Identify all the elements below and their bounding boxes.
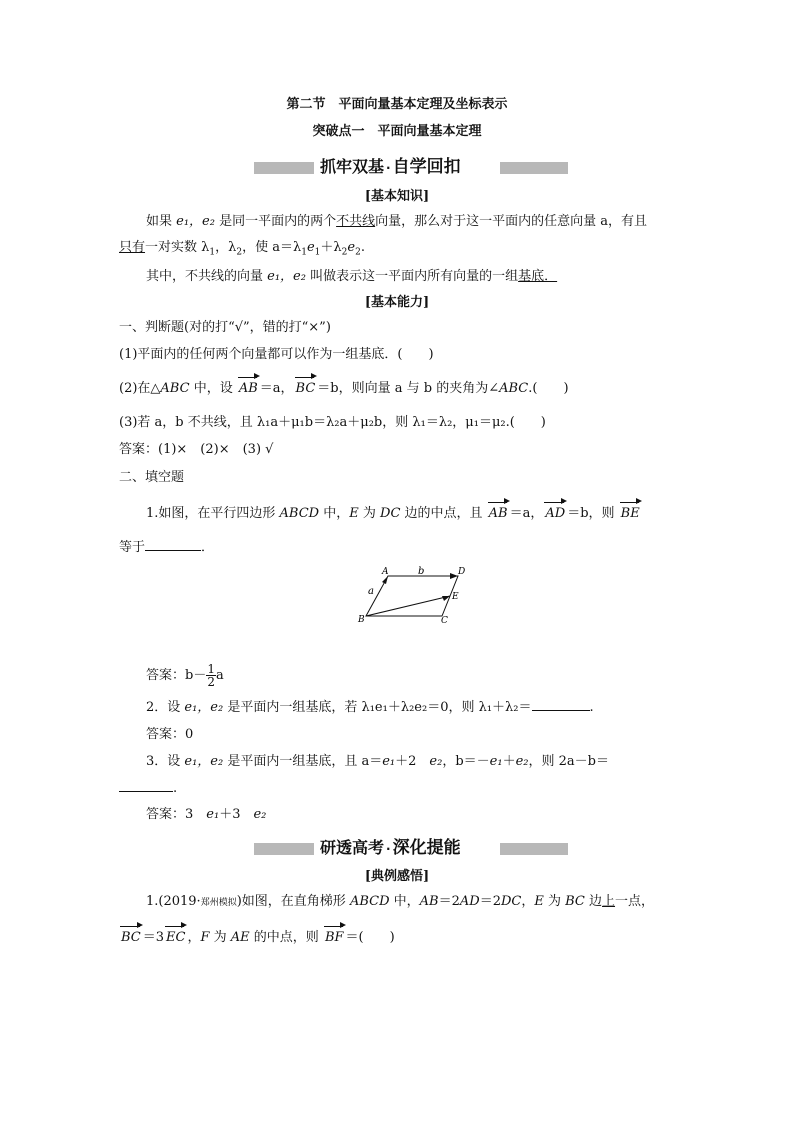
text: 2．设: [146, 700, 185, 715]
text: ，b＝－: [442, 754, 490, 769]
label-E: E: [452, 592, 459, 602]
text: 1.(2019·: [146, 894, 201, 909]
knowledge-line-3: [146, 268, 557, 286]
underlined-term: 不共线: [336, 214, 376, 229]
fill-question-1-cont: [119, 539, 214, 557]
var: AE: [230, 930, 250, 945]
text: 一对实数 λ: [145, 240, 210, 255]
var-e: e: [347, 240, 356, 255]
var: AB: [419, 894, 439, 909]
text: .: [589, 700, 594, 715]
banner-exam: [254, 837, 568, 859]
var-e: e: [306, 240, 315, 255]
text: 边: [584, 894, 603, 909]
text: 3．设: [146, 754, 185, 769]
fill-answer-2: 答案：0: [146, 727, 194, 742]
var-e2: e₂: [515, 754, 529, 769]
text: 如果: [146, 214, 177, 229]
text: 为: [543, 894, 566, 909]
label-A: A: [382, 567, 389, 577]
var: AD: [459, 894, 480, 909]
text: .: [173, 781, 178, 796]
label-a: a: [368, 586, 374, 597]
text: 的中点，则: [249, 930, 323, 945]
text: )如图，在直角梯形: [236, 894, 350, 909]
text: 1.如图，在平行四边形: [146, 506, 280, 521]
var: E: [534, 894, 544, 909]
heading-examples: [典例感悟]: [364, 869, 430, 884]
denominator: 2: [207, 675, 215, 689]
text: ，使 a＝λ: [242, 240, 302, 255]
vector-AB: AB: [238, 381, 258, 396]
underlined-term: 基底．: [518, 269, 558, 284]
text: 一点，: [615, 894, 655, 909]
text: 向量，那么对于这一平面内的任意向量 a，有且: [375, 214, 647, 229]
fraction-half: [206, 663, 216, 688]
text: ＝2: [479, 894, 501, 909]
text: .( ): [528, 381, 569, 396]
underlined-term: 上: [602, 894, 616, 909]
subsection-title: 突破点一 平面向量基本定理: [312, 124, 482, 139]
fill-question-3: [146, 753, 609, 771]
text: 中，: [319, 506, 350, 521]
fill-question-2: [146, 699, 594, 717]
knowledge-line-1: [146, 213, 647, 231]
vector-BE: BE: [620, 506, 640, 521]
banner-separator: ·: [386, 842, 391, 856]
var: DC: [500, 894, 522, 909]
var: ABC: [499, 381, 529, 396]
text: ＝a，: [259, 381, 294, 396]
text: ＝b，则向量 a 与 b 的夹角为∠: [317, 381, 500, 396]
heading-basic-knowledge: [基本知识]: [364, 189, 430, 204]
var-e1-e2: e₁，e₂: [184, 700, 224, 715]
section-fill-blank: 二、填空题: [119, 470, 185, 485]
text: 是平面内一组基底，若 λ₁e₁＋λ₂e₂＝0，则 λ₁＋λ₂＝: [223, 700, 532, 715]
var: DC: [380, 506, 401, 521]
var-e1: e₁: [489, 754, 503, 769]
banner-left-text: 研透高考: [320, 838, 385, 857]
text: 答案：3: [146, 807, 207, 822]
var-e1: e₁: [382, 754, 396, 769]
banner-basics: [254, 156, 568, 178]
var-e1-e2: e₁，e₂: [176, 214, 215, 229]
banner-title: [320, 156, 461, 179]
text: ＋2: [395, 754, 430, 769]
var: ABCD: [349, 894, 390, 909]
text: (2)在△: [119, 381, 161, 396]
text: 为: [358, 506, 381, 521]
section-title: 第二节 平面向量基本定理及坐标表示: [286, 97, 508, 112]
text: 中，: [389, 894, 420, 909]
var: ABCD: [279, 506, 320, 521]
source-note: 郑州模拟: [200, 898, 237, 908]
var-e1: e₁: [206, 807, 220, 822]
text: 为: [209, 930, 231, 945]
label-B: B: [358, 615, 365, 624]
text: ＋λ: [320, 240, 342, 255]
section-true-false: 一、判断题(对的打“√”，错的打“×”): [119, 320, 331, 335]
answer-true-false: 答案：(1)× (2)× (3) √: [119, 442, 274, 457]
fill-answer-1: [146, 663, 224, 688]
vector-AB: AB: [488, 506, 508, 521]
text: 是平面内一组基底，且 a＝: [223, 754, 383, 769]
text: ＝a，: [509, 506, 544, 521]
text: ＝3: [142, 930, 165, 945]
label-C: C: [441, 616, 448, 624]
text: 叫做表示这一平面内所有向量的一组: [305, 269, 519, 284]
text: ＝b，则: [567, 506, 619, 521]
label-D: D: [458, 567, 466, 577]
text: ，λ: [215, 240, 237, 255]
question-2: [119, 380, 569, 398]
var-e2: e₂: [429, 754, 443, 769]
example-1-line-2: [119, 929, 395, 947]
var-e1-e2: e₁，e₂: [184, 754, 224, 769]
text: ．: [201, 540, 215, 555]
answer-blank: [532, 710, 590, 711]
parallelogram-figure: [350, 562, 470, 624]
fill-answer-3: [146, 806, 266, 824]
text: ＋: [502, 754, 516, 769]
vector-EC: EC: [166, 930, 186, 945]
text: ，则 2a－b＝: [528, 754, 609, 769]
banner-separator: ·: [386, 161, 391, 175]
text: 答案：b－: [146, 668, 207, 683]
text: ，: [187, 930, 201, 945]
arrow-BA: [382, 576, 388, 584]
knowledge-line-2: 只有一对实数 $\lambda_1$，$\lambda_2$，使 $a=\lambda_1e_1+\lambda_2e_2$.: [119, 240, 365, 258]
var-e2: e₂: [253, 807, 267, 822]
segment-BE: [366, 596, 450, 616]
var: E: [349, 506, 359, 521]
question-1: (1)平面内的任何两个向量都可以作为一组基底．( ): [119, 347, 434, 362]
text: 边的中点，且: [400, 506, 487, 521]
vector-BC: BC: [295, 381, 316, 396]
fill-question-3-cont: [119, 780, 177, 798]
text: 是同一平面内的两个: [214, 214, 337, 229]
text: 其中，不共线的向量: [146, 269, 268, 284]
var-e1-e2: e₁，e₂: [267, 269, 306, 284]
banner-left-bar: [254, 162, 314, 174]
banner-right-text: 深化提能: [392, 838, 461, 858]
answer-blank: [145, 550, 201, 551]
underlined-term: 只有: [119, 240, 146, 255]
text: 等于: [119, 540, 146, 555]
text: ＝( ): [345, 930, 395, 945]
text: .: [360, 240, 365, 255]
question-3: (3)若 a，b 不共线，且 λ₁a＋μ₁b＝λ₂a＋μ₂b，则 λ₁＝λ₂，μ₁＝μ₂.( ): [119, 415, 546, 430]
banner-right-text: 自学回扣: [392, 157, 461, 177]
vector-BF: BF: [324, 930, 344, 945]
banner-title: [320, 837, 461, 860]
text: 中，设: [189, 381, 237, 396]
fill-question-1: [146, 505, 642, 523]
banner-right-bar: [500, 162, 568, 174]
var: ABC: [160, 381, 190, 396]
text: a: [215, 668, 224, 683]
answer-blank: [119, 791, 173, 792]
example-1-line-1: [146, 893, 654, 912]
text: ，: [521, 894, 535, 909]
banner-left-text: 抓牢双基: [320, 157, 385, 176]
var: F: [200, 930, 210, 945]
vector-AD: AD: [545, 506, 566, 521]
banner-right-bar: [500, 843, 568, 855]
label-b: b: [418, 566, 425, 577]
vector-BC: BC: [121, 930, 141, 945]
text: ＋3: [219, 807, 254, 822]
var: BC: [565, 894, 585, 909]
banner-left-bar: [254, 843, 314, 855]
numerator: 1: [207, 662, 215, 676]
text: ＝2: [438, 894, 460, 909]
heading-basic-ability: [基本能力]: [364, 295, 430, 310]
